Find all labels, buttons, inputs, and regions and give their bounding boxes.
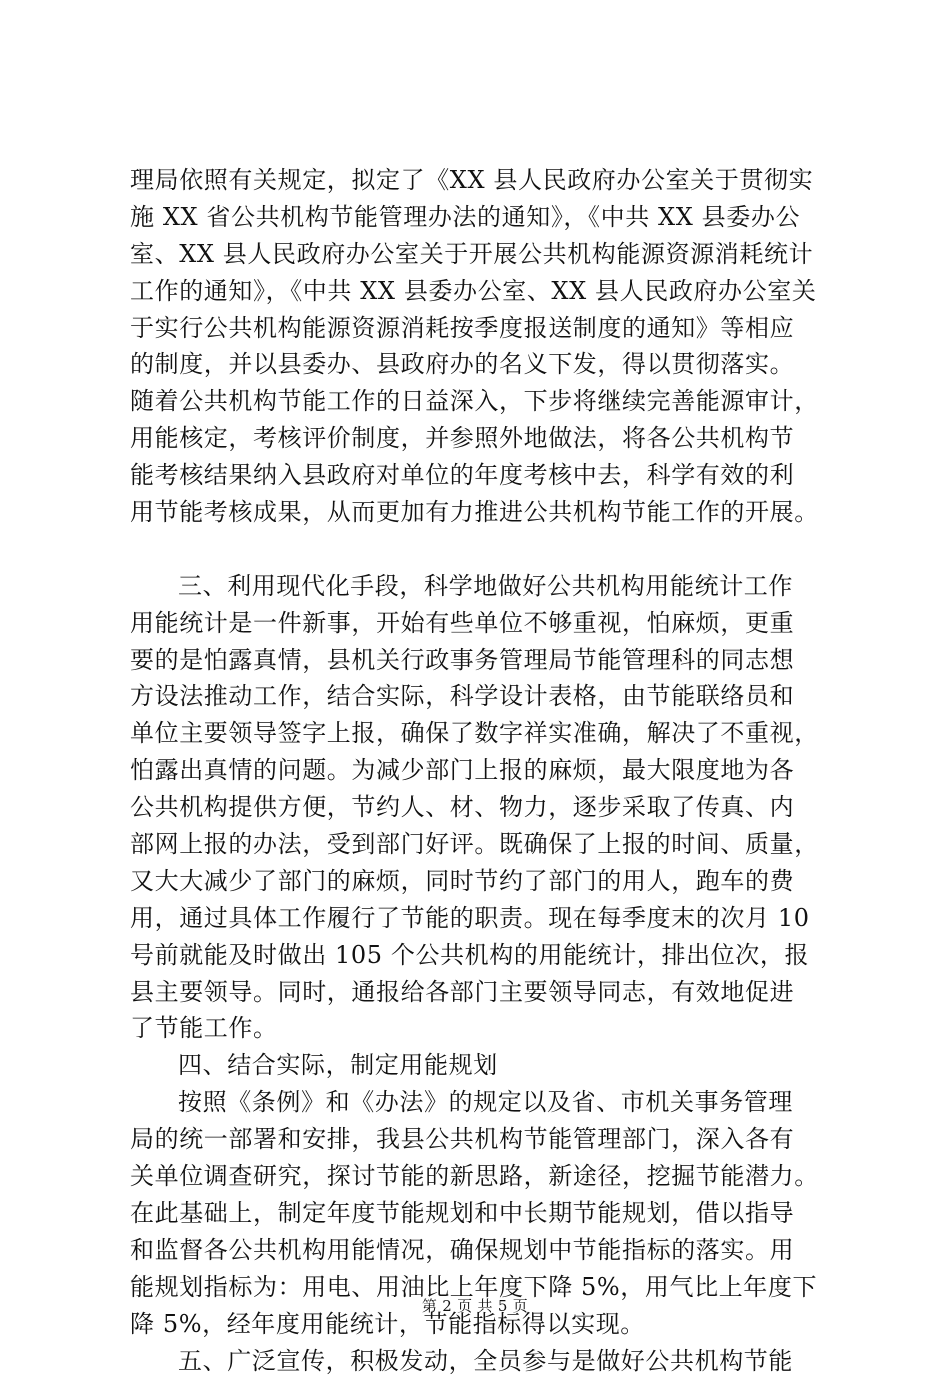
body-line: 室、XX 县人民政府办公室关于开展公共机构能源资源消耗统计: [130, 236, 850, 273]
body-line: 怕露出真情的问题。为减少部门上报的麻烦，最大限度地为各: [130, 752, 850, 789]
body-line: 号前就能及时做出 105 个公共机构的用能统计，排出位次，报: [130, 937, 850, 974]
body-line: 又大大减少了部门的麻烦，同时节约了部门的用人，跑车的费: [130, 863, 850, 900]
body-line: 用，通过具体工作履行了节能的职责。现在每季度末的次月 10: [130, 900, 850, 937]
body-line: 公共机构提供方便，节约人、材、物力，逐步采取了传真、内: [130, 789, 850, 826]
body-line: 用能统计是一件新事，开始有些单位不够重视，怕麻烦，更重: [130, 605, 850, 642]
body-line: 能考核结果纳入县政府对单位的年度考核中去，科学有效的利: [130, 457, 850, 494]
section-heading-4: 四、结合实际，制定用能规划: [130, 1047, 850, 1084]
body-line: 降 5%，经年度用能统计，节能指标得以实现。: [130, 1306, 850, 1343]
section-heading-3: 三、利用现代化手段，科学地做好公共机构用能统计工作: [130, 568, 850, 605]
body-line: 要的是怕露真情，县机关行政事务管理局节能管理科的同志想: [130, 642, 850, 679]
section-heading-5: 五、广泛宣传，积极发动，全员参与是做好公共机构节能: [130, 1343, 850, 1379]
body-line: 部网上报的办法，受到部门好评。既确保了上报的时间、质量，: [130, 826, 850, 863]
body-line: 工作的通知》，《中共 XX 县委办公室、XX 县人民政府办公室关: [130, 273, 850, 310]
body-line: 局的统一部署和安排，我县公共机构节能管理部门，深入各有: [130, 1121, 850, 1158]
body-line: 县主要领导。同时，通报给各部门主要领导同志，有效地促进: [130, 974, 850, 1011]
page-number-label: 第 2 页 共 5 页: [422, 1297, 528, 1315]
body-line: 随着公共机构节能工作的日益深入，下步将继续完善能源审计，: [130, 383, 850, 420]
body-line: 单位主要领导签字上报，确保了数字祥实准确，解决了不重视，: [130, 715, 850, 752]
body-line: 能规划指标为：用电、用油比上年度下降 5%，用气比上年度下: [130, 1269, 850, 1306]
page-footer: [0, 1296, 950, 1316]
body-line: 用节能考核成果，从而更加有力推进公共机构节能工作的开展。: [130, 494, 850, 531]
body-line: 施 XX 省公共机构节能管理办法的通知》，《中共 XX 县委办公: [130, 199, 850, 236]
body-line: 理局依照有关规定，拟定了《XX 县人民政府办公室关于贯彻实: [130, 162, 850, 199]
body-line: 用能核定，考核评价制度，并参照外地做法，将各公共机构节: [130, 420, 850, 457]
body-line: 在此基础上，制定年度节能规划和中长期节能规划，借以指导: [130, 1195, 850, 1232]
document-body: [130, 162, 850, 1379]
body-line: 和监督各公共机构用能情况，确保规划中节能指标的落实。用: [130, 1232, 850, 1269]
body-line: 于实行公共机构能源资源消耗按季度报送制度的通知》等相应: [130, 310, 850, 347]
body-line: 方设法推动工作，结合实际，科学设计表格，由节能联络员和: [130, 678, 850, 715]
body-line: 了节能工作。: [130, 1010, 850, 1047]
body-line: 关单位调查研究，探讨节能的新思路，新途径，挖掘节能潜力。: [130, 1158, 850, 1195]
body-line: 按照《条例》和《办法》的规定以及省、市机关事务管理: [130, 1084, 850, 1121]
body-line: 的制度，并以县委办、县政府办的名义下发，得以贯彻落实。: [130, 346, 850, 383]
paragraph-gap: [130, 531, 850, 568]
